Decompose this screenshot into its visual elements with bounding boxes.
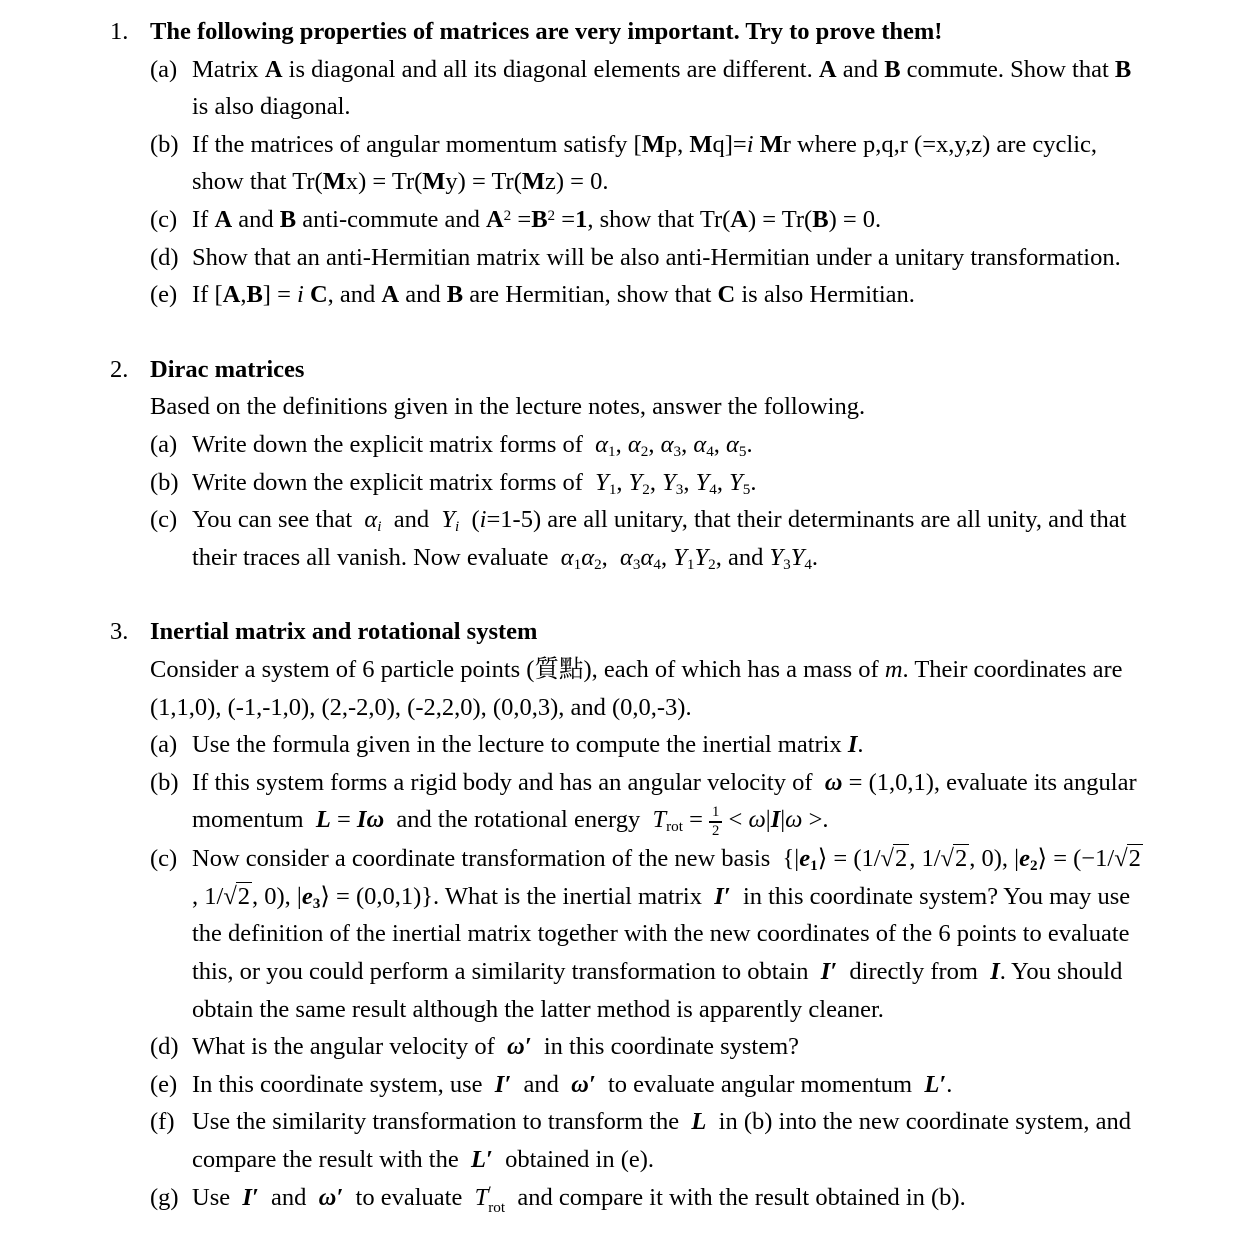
problem-item [150,764,1145,841]
item-text: If this system forms a rigid body and has an angular velocity of ω = (1,0,1), evaluate its angular momentum L = Iω and the rotational energy $T_{rot}$ = $\frac{1}{2}$ < ω|I|ω >. [192,768,1137,840]
problem-item [150,126,1145,201]
item-label: (a) [150,731,178,759]
item-text: Write down the explicit matrix forms of $Y_1$, $Y_2$, $Y_3$, $Y_4$, $Y_5$. [192,468,757,498]
problem-item [150,501,1145,576]
problem-item [150,51,1145,126]
item-label: (c) [150,205,178,233]
problem-item [150,726,1145,764]
problem-number: 3. [110,618,129,646]
item-text: Show that an anti-Hermitian matrix will be also anti-Hermitian under a unitary transformation. [192,243,1121,271]
item-label: (d) [150,1033,179,1061]
item-text: If A and B anti-commute and $A^2 =B^2 =1$, show that Tr(A) = Tr(B) = 0. [192,205,882,233]
item-text: In this coordinate system, use I′ and ω′ to evaluate angular momentum L′. [192,1070,953,1098]
item-label: (e) [150,1070,178,1098]
item-text: Now consider a coordinate transformation of the new basis {$|e_1⟩ = (1/√2$, 1/√2, 0), $|e_2⟩ = (-1/√2$, 1/√2, 0), $|e_3⟩ = (0,0,1)$}. What is the inertial matrix I′ in this coordinate system? You may use the definition of the inertial matrix together with the new coordinates of the 6 points to evaluate this, or you could perform a similarity transformation to obtain I′ directly from I. You should obtain the same result although the latter method is apparently cleaner. [192,845,1141,1023]
item-text: Matrix A is diagonal and all its diagonal elements are different. A and B commute. Show that B is also diagonal. [192,55,1132,121]
problem-2 [110,351,1145,577]
item-label: (a) [150,55,178,83]
item-text: Use the similarity transformation to transform the L in (b) into the new coordinate system, and compare the result with the L′ obtained in (e). [192,1108,1131,1174]
problem-intro: Based on the definitions given in the lecture notes, answer the following. [150,393,866,421]
problem-intro: Consider a system of 6 particle points (質點), each of which has a mass of m. Their coordinates are (1,1,0), (-1,-1,0), (2,-2,0), (-2,2,0), (0,0,3), and (0,0,-3). [150,655,1123,721]
item-label: (a) [150,430,178,458]
problem-title: Inertial matrix and rotational system [150,618,538,646]
item-text: If the matrices of angular momentum satisfy [Mp, Mq]=i Mr where p,q,r (=x,y,z) are cyclic, show that Tr(Mx) = Tr(My) = Tr(Mz) = 0. [192,130,1097,196]
problem-item [150,1066,1145,1104]
problem-item [150,464,1145,502]
item-label: (c) [150,506,178,534]
problem-number: 2. [110,355,129,383]
problem-body [150,388,1145,576]
problem-header [110,13,1145,51]
problem-item [150,1103,1145,1178]
item-text: If [A,B] = i C, and A and B are Hermitian, show that C is also Hermitian. [192,281,915,309]
item-label: (c) [150,845,178,873]
item-text: Write down the explicit matrix forms of $\alpha_1$, $\alpha_2$, $\alpha_3$, $\alpha_4$, $\alpha_5$. [192,430,753,460]
problem-title: The following properties of matrices are very important. Try to prove them! [150,18,943,45]
item-label: (b) [150,768,179,796]
item-text: Use the formula given in the lecture to compute the inertial matrix I. [192,731,864,759]
problem-body [150,51,1145,314]
item-label: (b) [150,130,179,158]
item-label: (e) [150,281,178,309]
item-text: Use I′ and ω′ to evaluate T ′ rot and compare it with the result obtained in (b). [192,1183,966,1217]
item-text: What is the angular velocity of ω′ in this coordinate system? [192,1033,800,1061]
problem-item [150,201,1145,239]
problem-1 [110,13,1145,314]
problem-item [150,276,1145,314]
problem-item [150,840,1145,1028]
problem-header [110,613,1145,651]
problem-header [110,351,1145,389]
problem-item [150,1028,1145,1066]
problem-item [150,239,1145,277]
item-label: (b) [150,468,179,496]
item-label: (g) [150,1183,179,1211]
item-label: (d) [150,243,179,271]
item-text: You can see that $\alpha_i$ and $Y_i$ (i=1-5) are all unitary, that their determinants are all unity, and that their traces all vanish. Now evaluate $\alpha_1\alpha_2$, $\alpha_3\alpha_4$, $Y_1Y_2$, and $Y_3Y_4$. [192,506,1127,573]
problem-title: Dirac matrices [150,355,305,383]
problem-item [150,1179,1145,1217]
problem-item [150,426,1145,464]
problem-body [150,651,1145,1216]
problem-number: 1. [110,18,129,45]
item-label: (f) [150,1108,175,1136]
problem-3 [110,613,1145,1216]
